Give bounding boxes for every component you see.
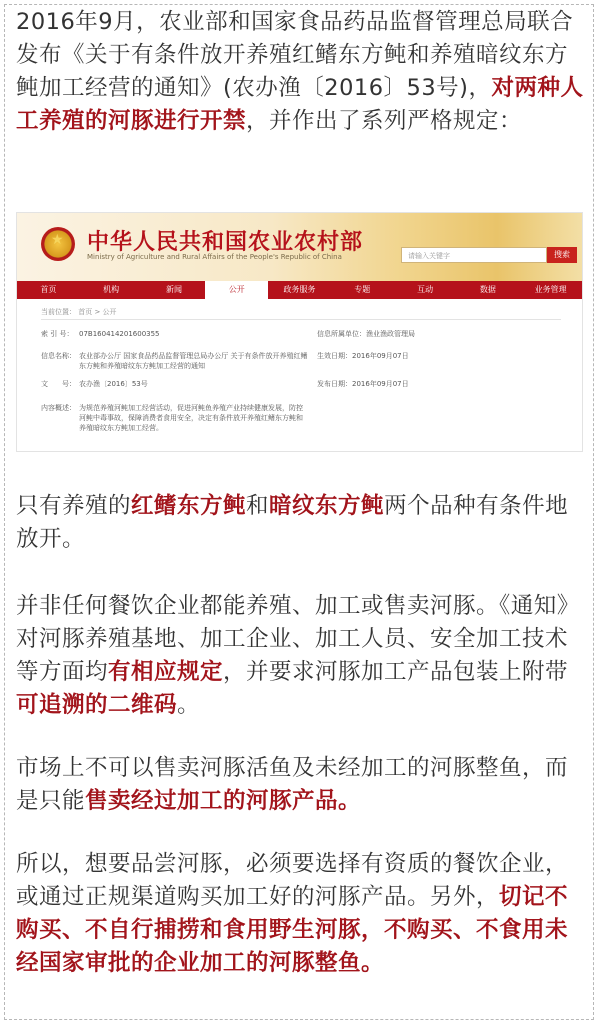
meta-source-label: 信息所属单位： (317, 330, 366, 338)
text-run: 只有养殖的 (16, 493, 132, 519)
meta-doc-value: 农办渔〔2016〕53号 (79, 380, 148, 388)
text-run: 和 (246, 493, 270, 519)
text-run: 市场上不可以售卖河豚活鱼及未经加工的河豚整鱼，而是只能 (16, 755, 569, 814)
search-button[interactable]: 搜索 (547, 247, 577, 263)
embedded-website-screenshot (16, 212, 583, 452)
paragraph-advice (16, 848, 586, 980)
meta-name-value[interactable]: 农业部办公厅 国家食品药品监督管理总局办公厅 关于有条件放开养殖红鳍东方鲀和养殖暗纹东方鲀加工经营的通知 (79, 352, 308, 370)
meta-effective-label: 生效日期： (317, 352, 352, 360)
meta-doc (41, 379, 148, 389)
national-emblem-icon: ★ (41, 227, 75, 261)
site-title: 中华人民共和国农业农村部 (87, 229, 364, 255)
meta-publish (317, 379, 409, 389)
meta-publish-label: 发布日期： (317, 380, 352, 388)
text-run: 。 (177, 692, 201, 718)
meta-effective (317, 351, 409, 361)
site-subtitle: Ministry of Agriculture and Rural Affairs of the People's Republic of China (87, 253, 342, 261)
highlighted-text: 可追溯的二维码 (16, 692, 178, 718)
paragraph-intro (16, 6, 586, 138)
nav-item-business[interactable]: 业务管理 (534, 285, 567, 294)
nav-item-topics[interactable]: 专题 (354, 285, 371, 294)
nav-item-data[interactable]: 数据 (479, 285, 496, 294)
text-run: 2016年9月，农业部和国家食品药品监督管理总局联合发布《关于有条件放开养殖红鳍东方鲀和养殖暗纹东方鲀加工经营的通知》(农办渔〔2016〕53号)， (16, 9, 574, 101)
meta-summary-value: 为规范养殖河鲀加工经营活动，促进河鲀鱼养殖产业持续健康发展，防控河鲀中毒事故，保障消费者食用安全，决定有条件放开养殖红鳍东方鲀和养殖暗纹东方鲀加工经营。 (79, 404, 303, 432)
meta-effective-value: 2016年09月07日 (352, 352, 409, 360)
nav-item-public[interactable]: 公开 (205, 281, 268, 299)
divider (41, 319, 561, 320)
meta-index-value: 07B160414201600355 (79, 330, 160, 338)
nav-item-institutions[interactable]: 机构 (103, 285, 120, 294)
meta-source (317, 329, 415, 339)
meta-name-label: 信息名称： (41, 352, 76, 360)
nav-item-home[interactable]: 首页 (40, 285, 57, 294)
paragraph-market (16, 752, 586, 818)
nav-item-interaction[interactable]: 互动 (417, 285, 434, 294)
highlighted-text: 对两种人工养殖的河豚进行开禁 (16, 75, 584, 134)
highlighted-text: 红鳍东方鲀 (131, 493, 247, 519)
meta-index (41, 329, 160, 339)
text-run: 所以，想要品尝河豚，必须要选择有资质的餐饮企业，或通过正规渠道购买加工好的河豚产品。另外， (16, 851, 569, 910)
nav-item-services[interactable]: 政务服务 (283, 285, 316, 294)
search-input[interactable]: 请输入关键字 (401, 247, 547, 263)
nav-item-news[interactable]: 新闻 (165, 285, 182, 294)
text-run: ，并要求河豚加工产品包装上附带 (223, 659, 569, 685)
meta-publish-value: 2016年09月07日 (352, 380, 409, 388)
text-run: 两个品种有条件地放开。 (16, 493, 569, 552)
meta-summary-label: 内容概述： (41, 404, 76, 412)
highlighted-text: 切记不购买、不自行捕捞和食用野生河豚，不购买、不食用未经国家审批的企业加工的河豚整鱼。 (16, 884, 569, 976)
paragraph-regulations (16, 590, 586, 722)
breadcrumb: 当前位置： 首页 > 公开 (41, 308, 117, 316)
highlighted-text: 有相应规定 (108, 659, 224, 685)
highlighted-text: 暗纹东方鲀 (269, 493, 385, 519)
site-nav (17, 281, 582, 299)
site-banner (17, 213, 582, 281)
meta-doc-label: 文 号： (41, 380, 76, 388)
meta-index-label: 索 引 号： (41, 330, 74, 338)
meta-source-value: 渔业渔政管理局 (366, 330, 415, 338)
text-run: ，并作出了系列严格规定： (246, 108, 523, 134)
paragraph-varieties (16, 490, 586, 556)
highlighted-text: 售卖经过加工的河豚产品。 (85, 788, 362, 814)
text-run: 并非任何餐饮企业都能养殖、加工或售卖河豚。《通知》对河豚养殖基地、加工企业、加工人员、安全加工技术等方面均 (16, 593, 580, 685)
